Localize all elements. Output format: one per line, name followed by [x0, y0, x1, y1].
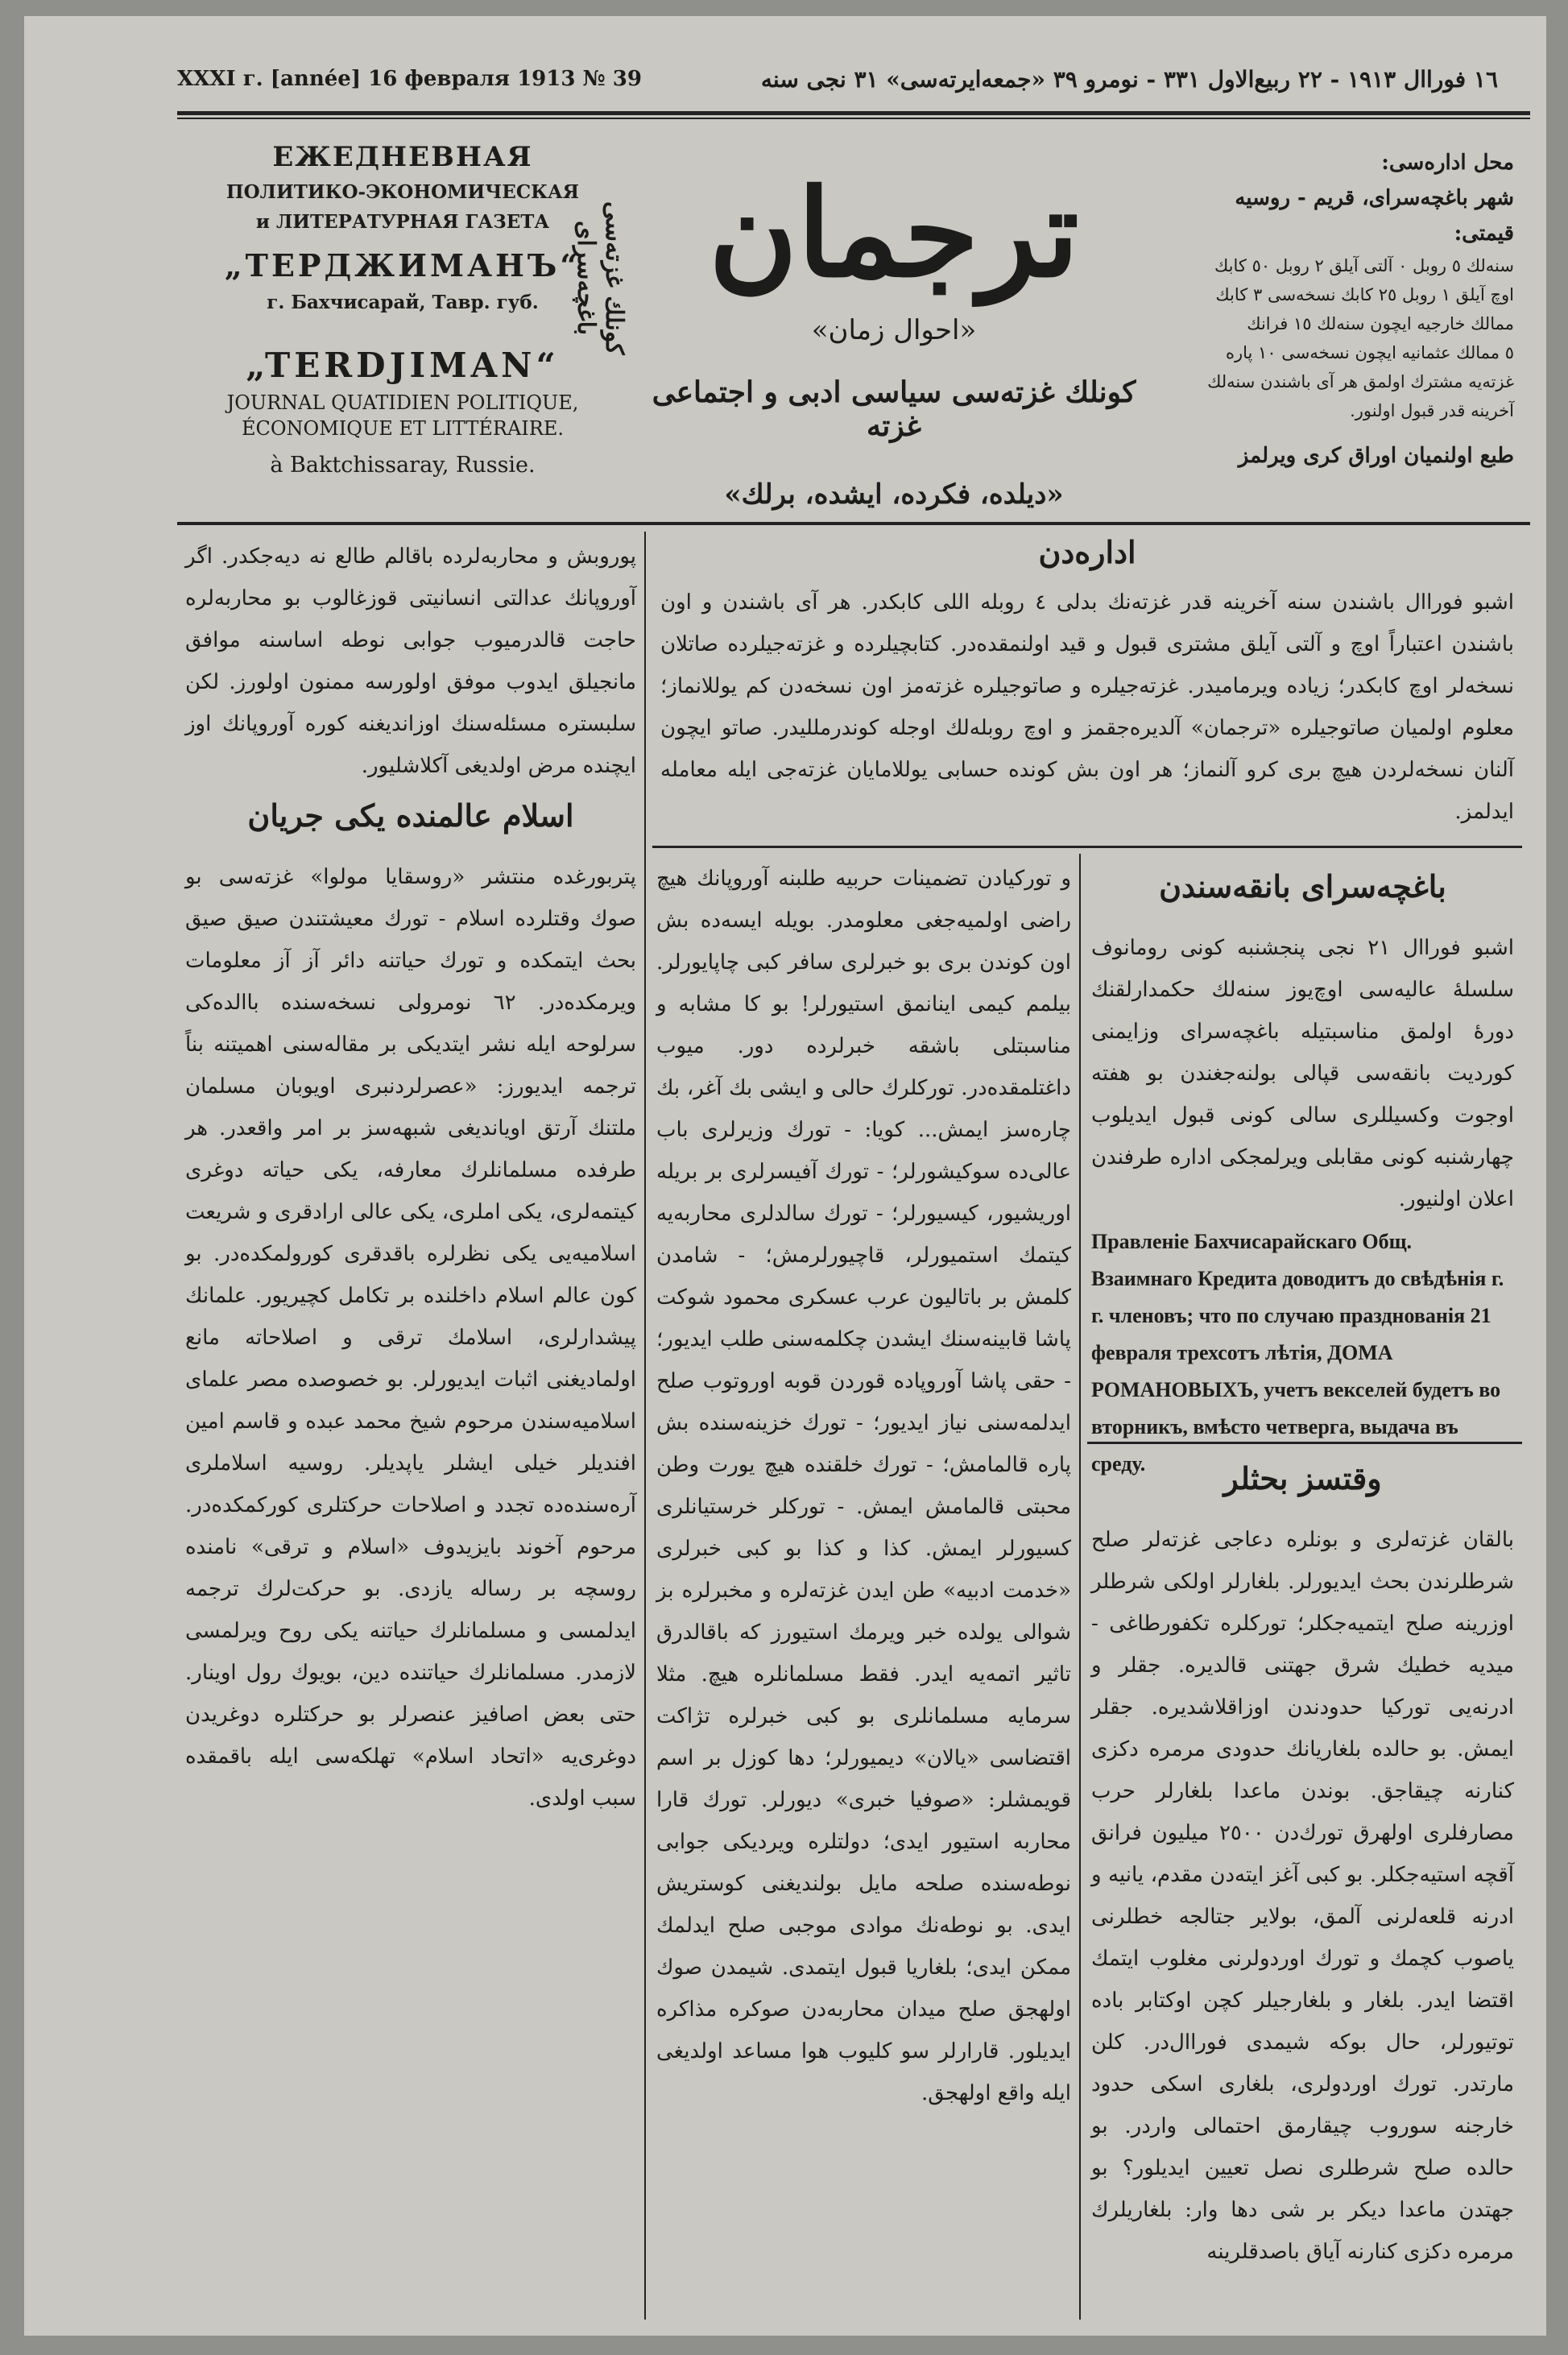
price-line-4: ٥ ممالك عثمانیه ایچون نسخه‌سی ١٠ پاره [1225, 343, 1514, 362]
editorial-heading: اداره‌دن [1038, 534, 1136, 570]
newspaper-page [24, 16, 1546, 2336]
masthead-title: ترجمان [709, 163, 1079, 304]
masthead-subtitle-2: и ЛИТЕРАТУРНАЯ ГАЗЕТА [255, 211, 550, 233]
bank-notice-ru: Правленіе Бахчисарайскаго Общ. Взаимнаго Кредита доводитъ до свѣдѣнія г. г. членовъ; что по случаю празднованія 21 февраля трехсотъ лѣтія, ДОМА РОМАНОВЫХЪ, учетъ векселей будетъ во вторникъ, вмѣсто четверга, выдача въ среду. [1091, 1230, 1504, 1475]
editorial-bottom-rule [652, 846, 1522, 848]
address-label: محل اداره‌سی: [1381, 151, 1514, 175]
col-middle-body: و توركیادن تضمینات حربیه طلبنه آوروپانك هیچ راضی اولمیه‌جغی معلومدر. بویله ایسه‌ده بش اون كوندن بری بو خبرلری سافر كبی چاپایورلر. بیلمم كیمی اینانمق استیورلر! بو كا مشابه و مناسبتلی باشقه خبرلرده دور. میوب داغتلمقده‌در. توركلرك حالی و ایشی بك آغر، بك چاره‌سز ایمش... كویا: - تورك وزیرلری باب عالی‌ده سوكیشورلر؛ - تورك آفیسرلری بر بریله اوریشیور، كیسیورلر؛ - تورك سالدلری محاربه‌یه كیتمك استمیورلر، قاچیورلرمش؛ - شامدن كلمش بر باتالیون عرب عسكری محمود شوكت پاشا قابینه‌سنك ایشدن چكلمه‌سنی طلب ایدیور؛ - حقی پاشا آوروپاده قوردن قوبه اوروتوب صلح ایدلمه‌سنی نیاز ایدیور؛ - تورك خزینه‌سنده بش پاره قالمامش؛ - تورك خلقنده هیچ یورت وطن محبتی قالمامش ایمش. - توركلر خرستیانلری كسیورلر ایمش. كذا و كذا بو كبی خبرلری «خدمت ادبیه» طن ایدن غزته‌لره و مخبرلره بز شوالی یولده خبر ویرمك استیورز كه باقالدرق تاثیر اتمه‌یه ایدر. فقط مسلمانلره هیچ. مثلا سرمایه مسلمانلری بو كبی خبرلره تژاكت اقتضاسی «یالان» دیمیورلر؛ دها كوزل بر اسم قویمشلر: «صوفیا خبری» دیورلر. تورك قارا محاربه استیور ایدی؛ دولتلره ویردیكی جوابی نوطه‌سنده صلحه مایل بولندیغنی كوستریش ایدی. بو نوطه‌نك موادی موجبی صلح ایدلمك ممكن ایدی؛ بلغاریا قبول ایتمدی. شیمدن صوك اولهجق صلح میدان محاربه‌دن صوكره مذاكره ایدیلور. قارارلر سو كلیوب هوا مساعد اولدیغی ایله واقع اولهجق. [656, 867, 1071, 2105]
masthead-city-lat: à Baktchissaray, Russie. [270, 453, 536, 478]
masthead-name-lat: „TERDJIMAN“ [246, 346, 560, 385]
column-left-bottom [1091, 1450, 1514, 2307]
masthead-side-text: كونلك غزته‌سی باغچه‌سرای [572, 201, 628, 355]
masthead-bottom-rule [177, 522, 1530, 525]
masthead-desc-lat: JOURNAL QUATIDIEN POLITIQUE, ÉCONOMIQUE ET LITTÉRAIRE. [226, 391, 579, 440]
col-right-heading: اسلام عالمنده یكی جریان [247, 797, 574, 834]
top-rule [177, 111, 1530, 115]
price-label: قیمتی: [1454, 221, 1514, 246]
col-right-body: پتربورغده منتشر «روسقایا مولوا» غزته‌سی بو صوك وقتلرده اسلام - تورك معیشتندن صیق صیق بحث ایتمكده و تورك حیاتنه دائر آز آز معلومات ویرمكده‌در. ٦٢ نومرولی نسخه‌سنده باالده‌كی سرلوحه ایله نشر ایتدیكی بر مقاله‌سنی اهمیتنه بناً ترجمه ایدیورز: «عصرلردنبری اویوبان مسلمان ملتنك آرتق اویاندیغی شبهه‌سز بر امر واقعدر. هر طرفده مسلمانلرك معارفه، یكی حیاته دوغری كیتمه‌لری، یكی املری، یكی عالی ارادقری و شریعت اسلامیه‌یی یكی نظرلره باقدقری كورولمكده‌در. بو كون عالم اسلام داخلنده بر تكامل كچیریور. علمانك پیشدارلری، اسلامك ترقی و اصلاحاته مانع اولمادیغنی اثبات ایدیورلر. بو خصوصده مصر علمای اسلامیه‌سندن مرحوم شیخ محمد عبده و قاسم امین افندیلر خیلی ایشلر یاپدیلر. روسیه اسلاملری آره‌سنده‌ده تجدد و اصلاحات حركتلری كوركمكده‌در. مرحوم آخوند بایزیدوف «اسلام و ترقی» نامنده روسچه بر رساله یازدی. بو حركت‌لرك ترجمه ایدلمسی و مسلمانلرك حیاتنه یكی روح ویرلمسی لازمدر. مسلمانلرك حیاتنده دین، بویوك رول اوینار. حتی بعض اصافیز عنصرلر بو حركتلره دوغریدن دوغری‌یه «اتحاد اسلام» تهلكه‌سی ایله باقمقده سبب اولدی. [185, 865, 636, 1811]
price-line-2: اوچ آیلق ١ روبل ٢٥ كابك نسخه‌سی ٣ كابك [1215, 285, 1514, 304]
column-rule-2 [1079, 854, 1081, 2320]
price-line-1: سنه‌لك ٥ روبل ٠ آلتی آیلق ٢ روبل ٥٠ كابك [1214, 256, 1514, 275]
column-left-top [1091, 858, 1514, 1475]
dateline-left: XXXI г. [année] 16 февраля 1913 № 39 [177, 67, 642, 91]
editorial-body: اشبو فوراال باشندن سنه آخرینه قدر غزته‌نك بدلی ٤ روبله اللی كابكدر. هر آی باشندن و اون باشندن اعتباراً اوچ و آلتی آیلق مشتری قبول و قید اولنمقده‌در. كتابچیلرده و غزته‌جیلرده صاتلان نسخه‌لر اوچ كابكدر؛ زیاده ویرمامیدر. غزته‌جیلره و صاتوجیلره غزته‌مز اون نسخه‌دن كم یوللانماز؛ معلوم اولمیان صاتوجیلره «ترجمان» آلدیره‌جقمز و اوچ روبله‌لك اوجله كوندرمللیدر. صاتو ایچون آلنان نسخه‌لردن هیچ بری كرو آلنماز؛ هر اون بش كونده حسابی یوللامایان غزته‌جی ایله معامله ایدلمز. [660, 590, 1514, 824]
masthead-motto: «دیلده، فكرده، ایشده، برلك» [724, 478, 1064, 511]
dateline-right: ١٦ فوراال ١٩١٣ - ٢٢ ربيع‌الاول ٣٣١ - نومرو ٣٩ «جمعه‌ايرته‌سی» ٣١ نجی سنه [760, 65, 1498, 93]
masthead-subtitle-1: ПОЛИТИКО-ЭКОНОМИЧЕСКАЯ [225, 181, 580, 203]
col-right-intro: پوروبش و محاربه‌لرده باقالم طالع نه دیه‌جكدر. اگر آوروپانك عدالتی انسانیتی قوزغالوب بو محاربه‌لره حاجت قالدرمیوب جوابی نوطه اساسنه موافق مانجیلق ایدوب موفق اولورسه ممنون اولورز. لكن سلبستره مسئله‌سنك اوزاندیغنه كوره آوروپانك اوز ایچنده مرض اولدیغی آكلاشلیور. [185, 544, 636, 778]
subscription-note: غزته‌یه مشترك اولمق هر آی باشندن سنه‌لك آخرینه قدر قبول اولنور. [1207, 372, 1514, 420]
masthead-center [636, 129, 1152, 515]
masthead-daily: ЕЖЕДНЕВНАЯ [272, 141, 533, 173]
column-middle [656, 858, 1071, 2307]
masthead-footer: طبع اولنمیان اوراق كری ویرلمز [1238, 444, 1514, 468]
untimely-heading: وقتسز بحثلر [1223, 1460, 1382, 1496]
editorial-section [660, 532, 1514, 838]
masthead-arc-text: كونلك غزته‌سی سیاسی ادبی و اجتماعی غزته [652, 375, 1136, 443]
bank-body: اشبو فوراال ٢١ نجی پنجشنبه كونی رومانوف سلسله‌ٔ عالیه‌سی اوچ‌یوز سنه‌لك حكمدارلقنك دوره‌ٔ اولمق مناسبتیله باغچه‌سرای وزایمنی كوردیت بانقه‌سی قپالی بولنه‌جغندن بو هفته اوجوت وكسیللری سالی كونی قبول ایدیلوب چهارشنبه كونی مقابلی ویرلمجكی اداره طرفندن اعلان اولنیور. [1091, 936, 1514, 1211]
top-rule-thin [177, 118, 1530, 119]
masthead-name-ru: „ТЕРДЖИМАНЪ“ [224, 247, 581, 284]
column-right [185, 536, 636, 2307]
masthead-subtitle: «احوال زمان» [811, 314, 977, 346]
column-rule-1 [644, 532, 646, 2320]
bank-heading: باغچه‌سرای بانقه‌سندن [1159, 868, 1446, 904]
address: شهر باغچه‌سرای، قریم - روسیه [1235, 186, 1514, 210]
dateline [177, 63, 1498, 95]
untimely-body: بالقان غزته‌لری و بونلره دعاجی غزته‌لر صلح شرطلرندن بحث ایدیورلر. بلغارلر اولكی شرطلر اوزرینه صلح ایتمیه‌جكلر؛ توركلره تكفورطاغی - میدیه خطیك شرق جهتنی قالدیره. جقلر و ادرنه‌یی توركیا حدودندن اوزاقلاشدیره. جقلر ایمش. بو حالده بلغاریانك حدودی مرمره دكزی كنارنه چیقاجق. بوندن ماعدا بلغارلر حرب مصارفلری اولهرق تورك‌دن ٢٥٠٠ میلیون فرانق آقچه استیه‌جكلر. بو كبی آغز ایته‌دن مقدم، یانیه و ادرنه قلعه‌لرنی آلمق، بولایر جتالجه خطلرنی یاصوب كچمك و تورك اوردولرنی مغلوب ایتمك اقتضا ایدر. بلغار و بلغارجیلر كچن اوكتابر باده توتیورلر، حال بوكه شیمدی فوراال‌در. كلن مارتدر. تورك اوردولری، بلغاری اسكی حدود خارجنه سوروب چیقارمق احتمالی واردر. بو حالده صلح شرطلری نصل تعیین ایدیلور؟ بو جهتدن ماعدا دیكر بر شی دها وار: بلغاریلرك مرمره دكزی كنارنه آیاق باصدقلرینه [1091, 1528, 1514, 2264]
masthead-right [1168, 145, 1514, 524]
price-line-3: ممالك خارجیه ایچون سنه‌لك ١٥ فرانك [1247, 314, 1514, 333]
masthead-city-ru: г. Бахчисарай, Тавр. губ. [267, 292, 539, 313]
